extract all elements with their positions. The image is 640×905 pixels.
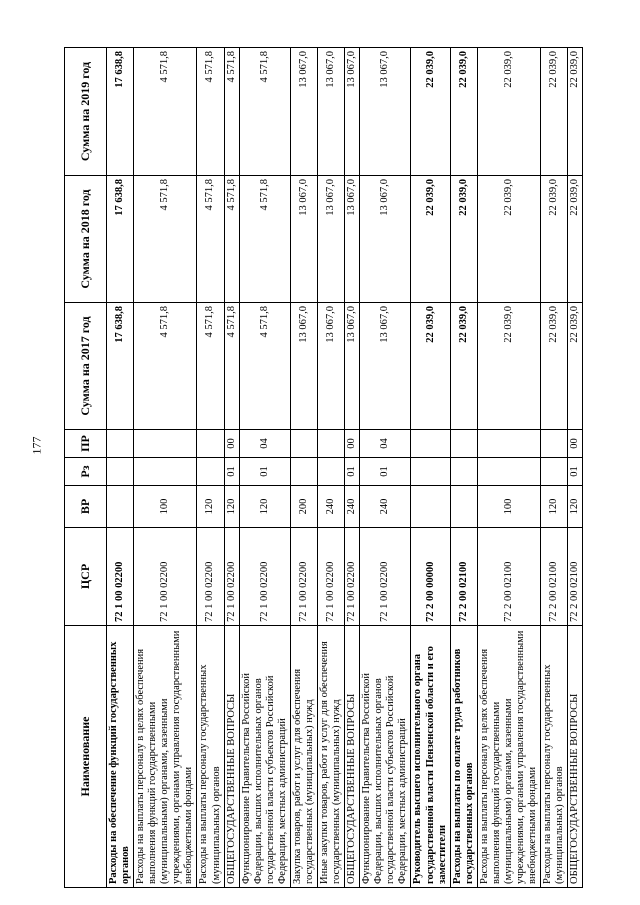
rz-cell [411, 458, 450, 486]
pr-cell: 04 [360, 430, 411, 458]
sum-2017-cell: 4 571,8 [239, 303, 290, 430]
rz-cell: 01 [568, 458, 583, 486]
sum-2017-cell: 22 039,0 [411, 303, 450, 430]
name-cell: Закупка товаров, работ и услуг для обеспечения государственных (муниципальных) нужд [290, 626, 317, 888]
rz-cell: 01 [345, 458, 360, 486]
sum-2017-cell: 22 039,0 [568, 303, 583, 430]
pr-cell [197, 430, 224, 458]
csr-cell: 72 1 00 02200 [197, 528, 224, 626]
sum-2018-cell: 22 039,0 [541, 176, 568, 303]
sum-2019-cell: 22 039,0 [541, 48, 568, 176]
rz-cell [134, 458, 197, 486]
column-header: ЦСР [65, 528, 107, 626]
table-row [134, 48, 197, 888]
rz-cell [477, 458, 540, 486]
sum-2019-cell: 13 067,0 [345, 48, 360, 176]
sum-2018-cell: 13 067,0 [318, 176, 345, 303]
vr-cell [411, 486, 450, 528]
column-header: Сумма на 2017 год [65, 303, 107, 430]
sum-2018-cell: 22 039,0 [411, 176, 450, 303]
sum-2019-cell: 22 039,0 [568, 48, 583, 176]
vr-cell: 240 [318, 486, 345, 528]
column-header: Наименование [65, 626, 107, 888]
sum-2018-cell: 4 571,8 [224, 176, 239, 303]
sum-2018-cell: 4 571,8 [197, 176, 224, 303]
pr-cell: 00 [345, 430, 360, 458]
csr-cell: 72 1 00 02200 [134, 528, 197, 626]
csr-cell: 72 1 00 02200 [107, 528, 134, 626]
sum-2018-cell: 17 638,8 [107, 176, 134, 303]
vr-cell: 120 [239, 486, 290, 528]
name-cell: ОБЩЕГОСУДАРСТВЕННЫЕ ВОПРОСЫ [224, 626, 239, 888]
pr-cell: 00 [224, 430, 239, 458]
table-row [318, 48, 345, 888]
csr-cell: 72 1 00 02200 [360, 528, 411, 626]
name-cell: Расходы на выплаты персоналу государственных (муниципальных) органов [197, 626, 224, 888]
sum-2018-cell: 22 039,0 [450, 176, 477, 303]
rz-cell: 01 [239, 458, 290, 486]
name-cell: Расходы на выплаты по оплате труда работников государственных органов [450, 626, 477, 888]
csr-cell: 72 2 00 00000 [411, 528, 450, 626]
name-cell: ОБЩЕГОСУДАРСТВЕННЫЕ ВОПРОСЫ [568, 626, 583, 888]
table-row [411, 48, 450, 888]
name-cell: Расходы на выплаты персоналу в целях обеспечения выполнения функций государственными (муниципальными) органами, казенными учреждениями, органами управления государственными внебюджетными фондами [134, 626, 197, 888]
pr-cell [477, 430, 540, 458]
column-header: Рз [65, 458, 107, 486]
vr-cell: 240 [360, 486, 411, 528]
rz-cell: 01 [360, 458, 411, 486]
sum-2019-cell: 13 067,0 [290, 48, 317, 176]
sum-2019-cell: 22 039,0 [450, 48, 477, 176]
csr-cell: 72 2 00 02100 [477, 528, 540, 626]
pr-cell [134, 430, 197, 458]
column-header: Сумма на 2019 год [65, 48, 107, 176]
budget-table [64, 47, 583, 888]
pr-cell [107, 430, 134, 458]
column-header: ПР [65, 430, 107, 458]
sum-2019-cell: 4 571,8 [134, 48, 197, 176]
csr-cell: 72 1 00 02200 [290, 528, 317, 626]
csr-cell: 72 2 00 02100 [568, 528, 583, 626]
csr-cell: 72 2 00 02100 [450, 528, 477, 626]
sum-2019-cell: 22 039,0 [411, 48, 450, 176]
rz-cell: 01 [224, 458, 239, 486]
rz-cell [290, 458, 317, 486]
vr-cell: 120 [541, 486, 568, 528]
table-row [239, 48, 290, 888]
sum-2019-cell: 13 067,0 [318, 48, 345, 176]
pr-cell [450, 430, 477, 458]
name-cell: ОБЩЕГОСУДАРСТВЕННЫЕ ВОПРОСЫ [345, 626, 360, 888]
name-cell: Иные закупки товаров, работ и услуг для обеспечения государственных (муниципальных) нужд [318, 626, 345, 888]
vr-cell: 100 [134, 486, 197, 528]
table-row [541, 48, 568, 888]
table-row [107, 48, 134, 888]
sum-2018-cell: 22 039,0 [477, 176, 540, 303]
pr-cell: 04 [239, 430, 290, 458]
sum-2018-cell: 4 571,8 [134, 176, 197, 303]
table-row [345, 48, 360, 888]
sum-2017-cell: 4 571,8 [224, 303, 239, 430]
sum-2019-cell: 22 039,0 [477, 48, 540, 176]
column-header: Сумма на 2018 год [65, 176, 107, 303]
vr-cell: 100 [477, 486, 540, 528]
name-cell: Расходы на обеспечение функций государственных органов [107, 626, 134, 888]
table-row [360, 48, 411, 888]
name-cell: Функционирование Правительства Российской Федерации, высших исполнительных органов государственной власти субъектов Российской Федерации, местных администраций [360, 626, 411, 888]
sum-2017-cell: 4 571,8 [197, 303, 224, 430]
rz-cell [541, 458, 568, 486]
table-header-row [65, 48, 107, 888]
pr-cell [411, 430, 450, 458]
page-number: 177 [29, 436, 44, 455]
name-cell: Руководитель высшего исполнительного органа государственной власти Пензенской области и его заместители [411, 626, 450, 888]
vr-cell: 120 [568, 486, 583, 528]
column-header: ВР [65, 486, 107, 528]
sum-2017-cell: 13 067,0 [345, 303, 360, 430]
sum-2019-cell: 13 067,0 [360, 48, 411, 176]
sum-2019-cell: 17 638,8 [107, 48, 134, 176]
rz-cell [107, 458, 134, 486]
csr-cell: 72 2 00 02100 [541, 528, 568, 626]
sum-2019-cell: 4 571,8 [197, 48, 224, 176]
name-cell: Функционирование Правительства Российской Федерации, высших исполнительных органов государственной власти субъектов Российской Федерации, местных администраций [239, 626, 290, 888]
pr-cell [318, 430, 345, 458]
csr-cell: 72 1 00 02200 [318, 528, 345, 626]
pr-cell: 00 [568, 430, 583, 458]
sum-2019-cell: 4 571,8 [239, 48, 290, 176]
sum-2017-cell: 22 039,0 [477, 303, 540, 430]
vr-cell [107, 486, 134, 528]
table-row [224, 48, 239, 888]
sum-2017-cell: 13 067,0 [318, 303, 345, 430]
pr-cell [541, 430, 568, 458]
sum-2017-cell: 22 039,0 [450, 303, 477, 430]
vr-cell: 200 [290, 486, 317, 528]
sum-2018-cell: 13 067,0 [345, 176, 360, 303]
table-body [107, 48, 583, 888]
sum-2017-cell: 22 039,0 [541, 303, 568, 430]
name-cell: Расходы на выплаты персоналу в целях обеспечения выполнения функций государственными (муниципальными) органами, казенными учреждениями, органами управления государственными внебюджетными фондами [477, 626, 540, 888]
pr-cell [290, 430, 317, 458]
name-cell: Расходы на выплаты персоналу государственных (муниципальных) органов [541, 626, 568, 888]
table-row [477, 48, 540, 888]
sum-2018-cell: 13 067,0 [290, 176, 317, 303]
vr-cell: 120 [224, 486, 239, 528]
rz-cell [318, 458, 345, 486]
vr-cell: 120 [197, 486, 224, 528]
table-row [450, 48, 477, 888]
rz-cell [197, 458, 224, 486]
vr-cell [450, 486, 477, 528]
table-row [568, 48, 583, 888]
rz-cell [450, 458, 477, 486]
vr-cell: 240 [345, 486, 360, 528]
table-row [290, 48, 317, 888]
csr-cell: 72 1 00 02200 [345, 528, 360, 626]
sum-2017-cell: 17 638,8 [107, 303, 134, 430]
sum-2017-cell: 13 067,0 [290, 303, 317, 430]
sum-2018-cell: 22 039,0 [568, 176, 583, 303]
sum-2019-cell: 4 571,8 [224, 48, 239, 176]
rotated-table-container [64, 48, 581, 888]
table-row [197, 48, 224, 888]
sum-2018-cell: 13 067,0 [360, 176, 411, 303]
sum-2017-cell: 4 571,8 [134, 303, 197, 430]
sum-2018-cell: 4 571,8 [239, 176, 290, 303]
csr-cell: 72 1 00 02200 [224, 528, 239, 626]
sum-2017-cell: 13 067,0 [360, 303, 411, 430]
csr-cell: 72 1 00 02200 [239, 528, 290, 626]
